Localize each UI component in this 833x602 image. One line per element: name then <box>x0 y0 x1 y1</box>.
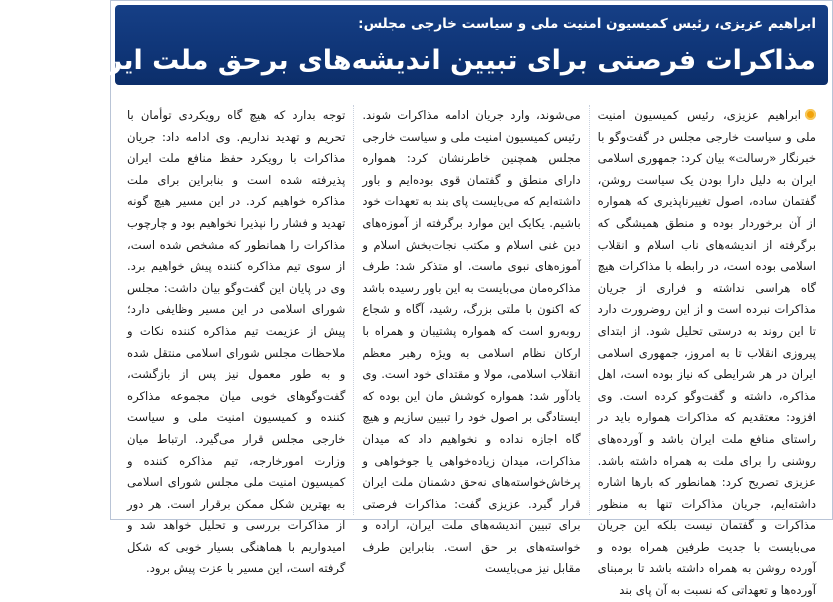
kicker: ابراهیم عزیزی، رئیس کمیسیون امنیت ملی و سیاست خارجی مجلس: <box>358 16 816 32</box>
column-left <box>119 105 353 576</box>
column-text: ابراهیم عزیزی، رئیس کمیسیون امنیت ملی و سیاست خارجی مجلس در گفت‌وگو با خبرنگار «رسالت» بیان کرد: جمهوری اسلامی ایران به دلیل دارا بودن یک سیاست روشن، گفتمان ساده، اصول تغییرناپذیری که همواره از آن برخوردار بوده و منطق همیشگی که برگرفته از اندیشه‌های ناب اسلام و انقلاب اسلامی بوده است، در رابطه با مذاکرات هیچ گاه هراسی نداشته و فراری از جریان مذاکرات نبرده است و از این روضرورت دارد تا این روند به درستی تحلیل شود. از ابتدای پیروزی انقلاب تا به امروز، جمهوری اسلامی ایران در هر شرایطی که نیاز بوده است، اهل مذاکره، داشته و گفت‌وگو کرده است. وی افزود: معتقدیم که مذاکرات همواره باید در راستای منافع ملت ایران باشد و آورده‌های روشنی را برای ملت به همراه داشته باشد. عزیزی تصریح کرد: همانطور که بارها اشاره داشته‌ایم، جریان مذاکرات تنها به منظور مذاکرات و گفتمان نیست بلکه این جریان می‌بایست با جدیت طرفین همراه بوده و آورده روشن به همراه داشته باشد تا برمبنای آورده‌ها و تعهداتی که نسبت به آن پای بند <box>597 108 816 598</box>
headline: مذاکرات فرصتی برای تبیین اندیشه‌های برحق ملت ایران است <box>0 45 816 76</box>
column-middle <box>353 105 588 576</box>
article-body <box>119 105 824 598</box>
column-text: می‌شوند، وارد جریان ادامه مذاکرات شوند. رئیس کمیسیون امنیت ملی و سیاست خارجی مجلس همچنین خاطرنشان کرد: همواره دارای منطق و گفتمان قوی بوده‌ایم و باور داشته‌ایم که می‌بایست پای بند به تعهدات خود باشیم. یکایک این موارد برگرفته از آموزه‌های دین غنی اسلام و مکتب نجات‌بخش اسلام و آموزه‌های نبوی ماست. او متذکر شد: طرف مذاکره‌مان می‌بایست به این باور رسیده باشد که اکنون با ملتی بزرگ، رشید، آگاه و شجاع روبه‌رو است که همواره پشتیبان و همراه با ارکان نظام اسلامی به ویژه رهبر معظم انقلاب اسلامی، مولا و مقتدای خود است. وی یادآور شد: همواره کوشش مان این بوده که ایستادگی بر اصول خود را تبیین سازیم و هیچ گاه اجازه نداده و نخواهیم داد که میدان مذاکرات، میدان زیاده‌خواهی یا جوخواهی و پرخاش‌خواسته‌های نه‌حق دشمنان ملت ایران قرار گیرد. عزیزی گفت: مذاکرات فرصتی برای تبیین اندیشه‌های ملت ایران، اراده و خواسته‌های بر حق است. بنابراین طرف مقابل نیز می‌بایست <box>362 108 581 576</box>
headline-banner <box>0 5 828 85</box>
bullet-icon <box>805 109 816 120</box>
column-right <box>589 105 824 598</box>
paragraph <box>598 105 816 602</box>
column-text: توجه بدارد که هیچ گاه رویکردی توأمان با تحریم و تهدید نداریم. وی ادامه داد: جریان مذاکرات با رویکرد حفظ منافع ملت ایران پذیرفته شده است و بنابراین برای ملت مذاکره خواهیم کرد. در این مسیر هیچ گونه تهدید و فشار را نپذیرا نخواهیم بود و چارچوب مذاکرات را همانطور که مشخص شده است، از سوی تیم مذاکره کننده پیش خواهیم برد. وی در پایان این گفت‌وگو بیان داشت: مجلس شورای اسلامی در این مسیر وظایفی دارد؛ پیش از عزیمت تیم مذاکره کننده نکات و ملاحظات مجلس شورای اسلامی منتقل شده و به طور معمول نیز پس از بازگشت، گفت‌وگوهای خوبی میان مجموعه مذاکره کننده و کمیسیون امنیت ملی و سیاست خارجی مجلس قرار می‌گیرد. ارتباط میان وزارت امورخارجه، تیم مذاکره کننده و کمیسیون امنیت ملی مجلس شورای اسلامی به بهترین شکل ممکن برقرار است. هر دور از مذاکرات بررسی و تحلیل خواهد شد و امیدواریم با هماهنگی بسیار خوبی که شکل گرفته است، این مسیر با عزت پیش برود. <box>127 108 346 576</box>
